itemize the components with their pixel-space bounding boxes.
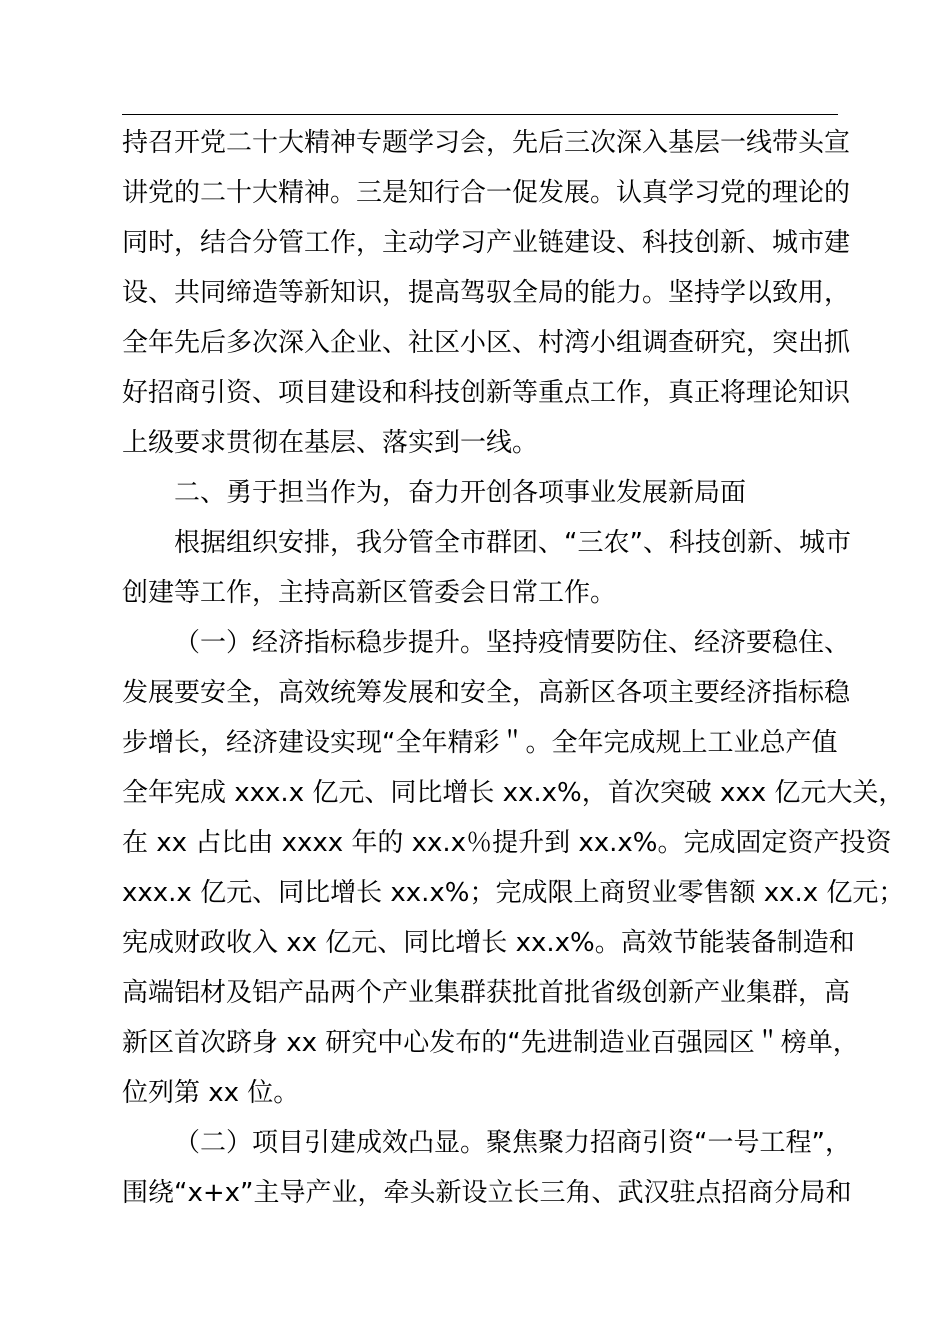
text-line: 根据组织安排，我分管全市群团、“三农”、科技创新、城市 [174,528,851,558]
text-line: 新区首次跻身 xx 研究中心发布的“先进制造业百强园区＂榜单， [122,1028,859,1058]
section-heading: 二、勇于担当作为，奋力开创各项事业发展新局面 [174,478,747,508]
text-line: 围绕“x+x”主导产业，牵头新设立长三角、武汉驻点招商分局和 [122,1178,852,1208]
subsection-heading: （一）经济指标稳步提升。坚持疫情要防住、经济要稳住、 [174,628,851,658]
text-line: 发展要安全，高效统筹发展和安全，高新区各项主要经济指标稳 [122,678,851,708]
text-line: 讲党的二十大精神。三是知行合一促发展。认真学习党的理论的 [122,178,851,208]
text-line: 持召开党二十大精神专题学习会，先后三次深入基层一线带头宣 [122,128,851,158]
text-line: 全年宪成 xxx.x 亿元、同比增长 xx.x%，首次突破 xxx 亿元大关， [122,778,905,808]
text-line: 在 xx 占比由 xxxx 年的 xx.x％提升到 xx.x%。完成固定资产投资 [122,828,892,858]
text-line: 位列第 xx 位。 [122,1078,300,1108]
text-line: 上级要求贯彻在基层、落实到一线。 [122,428,539,458]
text-line: 同时，结合分管工作，主动学习产业链建设、科技创新、城市建 [122,228,851,258]
text-line: 好招商引资、项目建设和科技创新等重点工作，真正将理论知识 [122,378,851,408]
text-line: 创建等工作，主持高新区管委会日常工作。 [122,578,617,608]
subsection-heading: （二）项目引建成效凸显。聚焦聚力招商引资“一号工程”， [174,1128,851,1158]
text-line: xxx.x 亿元、同比增长 xx.x%；完成限上商贸业零售额 xx.x 亿元； [122,878,905,908]
header-rule [122,114,838,115]
text-line: 高端铝材及铝产品两个产业集群获批首批省级创新产业集群，高 [122,978,851,1008]
text-line: 步增长，经济建设实现“全年精彩＂。全年完成规上工业总产值 [122,728,838,758]
text-line: 设、共同缔造等新知识，提高驾驭全局的能力。坚持学以致用， [122,278,851,308]
text-line: 宪成财政收入 xx 亿元、同比增长 xx.x%。高效节能装备制造和 [122,928,855,958]
text-line: 全年先后多次深入企业、社区小区、村湾小组调查研究，突出抓 [122,328,851,358]
